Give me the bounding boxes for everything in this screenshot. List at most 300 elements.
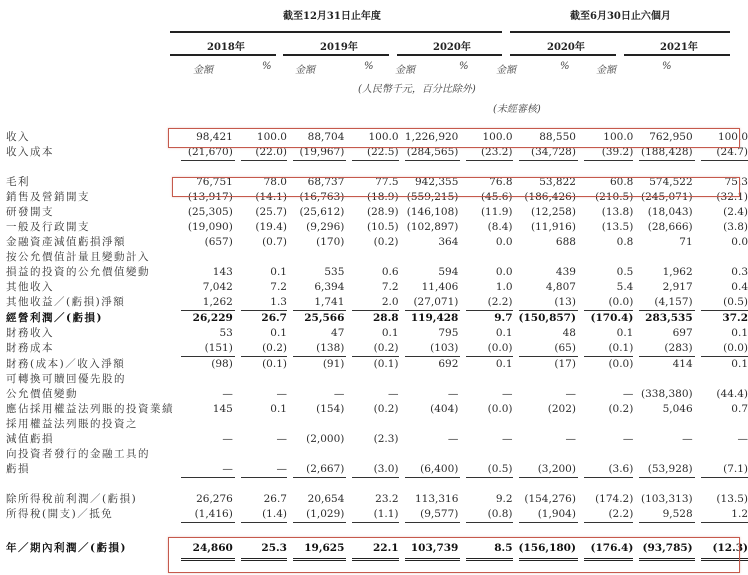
amount-cell: (6,400)	[402, 462, 464, 478]
row-label: 年／期內利潤／(虧損)	[6, 542, 127, 555]
percent-cell: —	[238, 462, 290, 478]
year-2018: 2018年	[207, 42, 245, 53]
percent-cell: 77.5	[349, 175, 401, 190]
row-fv-change-preferred	[0, 387, 748, 402]
percent-cell: 0.1	[349, 326, 401, 341]
percent-cell: (18.9)	[349, 190, 401, 205]
percent-cell	[238, 417, 290, 432]
year-rule-2020	[397, 54, 502, 56]
percent-cell	[463, 417, 515, 432]
percent-cell: 0.1	[238, 402, 290, 417]
percent-cell	[463, 250, 515, 265]
row-other-gains-losses	[0, 295, 748, 311]
annual-period-header: 截至12月31日止年度	[283, 11, 381, 22]
amount-cell: (404)	[402, 402, 464, 417]
percent-cell: (44.4)	[698, 387, 748, 402]
percent-cell: (0.0)	[581, 295, 636, 311]
percent-cell: 1.3	[238, 295, 290, 311]
year-rule-2018	[170, 54, 276, 56]
percent-cell	[238, 447, 290, 462]
percent-cell: (170.4)	[581, 311, 636, 327]
amount-cell: 594	[402, 265, 464, 280]
percent-cell	[349, 250, 401, 265]
percent-cell: (7.1)	[698, 462, 748, 478]
row-convertible-preferred-label	[0, 372, 748, 387]
amount-cell: 535	[290, 265, 349, 280]
percent-cell	[698, 417, 748, 432]
amount-cell: —	[402, 387, 464, 402]
amount-cell: (13,917)	[178, 190, 237, 205]
row-label: 損益的投資的公允價值變動	[6, 266, 150, 278]
percent-cell: —	[698, 432, 748, 447]
row-revenue	[0, 130, 748, 145]
percent-cell: —	[463, 432, 515, 447]
percent-cell: 8.5	[463, 538, 515, 560]
amount-cell	[178, 372, 237, 387]
percent-cell: 0.0	[463, 235, 515, 250]
percent-cell: 0.0	[463, 265, 515, 280]
amount-cell: (150,857)	[516, 311, 581, 327]
amount-cell	[290, 417, 349, 432]
percent-cell: 75.3	[698, 175, 748, 190]
row-share-of-results	[0, 402, 748, 417]
amount-cell: —	[516, 432, 581, 447]
percent-cell: (24.7)	[698, 145, 748, 161]
amount-cell: (245,071)	[636, 190, 697, 205]
amount-cell: 1,262	[178, 295, 237, 311]
amount-cell: (27,071)	[402, 295, 464, 311]
percent-cell: 60.8	[581, 175, 636, 190]
row-label: 減值虧損	[6, 433, 54, 445]
amount-cell: 143	[178, 265, 237, 280]
amount-cell	[402, 417, 464, 432]
percent-cell: 76.8	[463, 175, 515, 190]
amount-cell: 145	[178, 402, 237, 417]
amount-cell: (154)	[290, 402, 349, 417]
amount-cell: (21,670)	[178, 145, 237, 161]
percent-cell: (0.1)	[581, 341, 636, 357]
amount-cell: (151)	[178, 341, 237, 357]
unaudited-note: (未經審核)	[493, 104, 541, 115]
amount-cell	[402, 447, 464, 462]
row-label: 公允價值變動	[6, 388, 78, 400]
percent-cell	[581, 372, 636, 387]
percent-cell: 37.2	[698, 311, 748, 327]
amount-cell: 4,807	[516, 280, 581, 295]
percent-cell: (11.9)	[463, 205, 515, 220]
amount-label-2019: 金額	[295, 65, 315, 76]
year-rule-2019	[283, 54, 389, 56]
percent-cell: —	[238, 432, 290, 447]
year-rule-2021-interim	[624, 54, 730, 56]
amount-cell: 113,316	[402, 492, 464, 507]
amount-cell: 942,355	[402, 175, 464, 190]
income-statement-table	[0, 130, 748, 561]
row-finance-costs	[0, 341, 748, 357]
amount-cell: (138)	[290, 341, 349, 357]
amount-cell: (28,666)	[636, 220, 697, 235]
percent-cell: (22.0)	[238, 145, 290, 161]
amount-cell: (11,916)	[516, 220, 581, 235]
percent-cell: —	[581, 432, 636, 447]
row-operating-profit	[0, 311, 748, 327]
spacer-row	[0, 523, 748, 539]
amount-cell	[516, 372, 581, 387]
percent-cell: (2.2)	[463, 295, 515, 311]
percent-cell: 0.1	[698, 326, 748, 341]
amount-cell: (12,258)	[516, 205, 581, 220]
amount-cell: 1,962	[636, 265, 697, 280]
percent-label-2019: %	[364, 61, 374, 72]
percent-cell: (3.6)	[581, 462, 636, 478]
amount-cell: 47	[290, 326, 349, 341]
amount-cell: 692	[402, 357, 464, 373]
percent-cell: 9.2	[463, 492, 515, 507]
percent-cell: 0.1	[463, 326, 515, 341]
amount-cell: 53,822	[516, 175, 581, 190]
amount-cell: (1,416)	[178, 507, 237, 523]
amount-cell: —	[516, 387, 581, 402]
row-label: 財務(成本)／收入淨額	[6, 357, 126, 370]
percent-cell: 0.1	[463, 357, 515, 373]
row-label: 財務收入	[6, 327, 54, 339]
amount-cell	[402, 372, 464, 387]
percent-cell: 0.1	[581, 326, 636, 341]
percent-cell: (0.0)	[581, 357, 636, 373]
row-label: 財務成本	[6, 342, 54, 355]
percent-cell: (32.1)	[698, 190, 748, 205]
row-label: 一般及行政開支	[6, 221, 90, 233]
percent-cell: (1.4)	[238, 507, 290, 523]
row-label: 應佔採用權益法列賬的投資業績	[6, 403, 174, 415]
amount-cell: 20,654	[290, 492, 349, 507]
interim-header-rule	[510, 31, 730, 33]
percent-cell: (3.8)	[698, 220, 748, 235]
percent-cell: (0.2)	[349, 235, 401, 250]
percent-cell: (13.5)	[698, 492, 748, 507]
percent-cell: —	[581, 387, 636, 402]
amount-cell	[290, 447, 349, 462]
percent-cell: (10.5)	[349, 220, 401, 235]
amount-cell: (156,180)	[516, 538, 581, 560]
amount-cell: —	[402, 432, 464, 447]
spacer-row	[0, 161, 748, 176]
amount-cell: 795	[402, 326, 464, 341]
percent-cell	[698, 250, 748, 265]
amount-cell	[636, 250, 697, 265]
row-label: 銷售及營銷開支	[6, 191, 90, 203]
amount-cell: 364	[402, 235, 464, 250]
amount-cell: 6,394	[290, 280, 349, 295]
amount-cell: 762,950	[636, 130, 697, 145]
row-finance-net	[0, 357, 748, 373]
amount-cell	[516, 250, 581, 265]
row-general-admin-expenses	[0, 220, 748, 235]
amount-cell: (9,296)	[290, 220, 349, 235]
percent-cell: —	[463, 387, 515, 402]
interim-period-header: 截至6月30日止六個月	[570, 11, 671, 22]
amount-cell: —	[636, 432, 697, 447]
amount-cell	[636, 372, 697, 387]
amount-cell: 11,406	[402, 280, 464, 295]
amount-cell: (18,043)	[636, 205, 697, 220]
amount-cell: —	[178, 387, 237, 402]
percent-cell	[349, 447, 401, 462]
percent-cell: (176.4)	[581, 538, 636, 560]
amount-cell	[516, 417, 581, 432]
percent-cell: 0.4	[698, 280, 748, 295]
amount-cell: (188,428)	[636, 145, 697, 161]
amount-cell: 98,421	[178, 130, 237, 145]
percent-cell: (13.5)	[581, 220, 636, 235]
amount-cell: —	[178, 432, 237, 447]
percent-cell	[349, 417, 401, 432]
percent-cell: (28.9)	[349, 205, 401, 220]
percent-cell: (0.0)	[463, 341, 515, 357]
percent-cell: —	[238, 387, 290, 402]
percent-cell: (3.0)	[349, 462, 401, 478]
row-fv-change-investments	[0, 265, 748, 280]
percent-cell: 7.2	[349, 280, 401, 295]
amount-cell: (65)	[516, 341, 581, 357]
amount-cell: 414	[636, 357, 697, 373]
row-income-tax	[0, 507, 748, 523]
row-label: 虧損	[6, 463, 30, 476]
percent-cell: 5.4	[581, 280, 636, 295]
percent-label-2021-interim: %	[662, 61, 672, 72]
amount-cell	[516, 447, 581, 462]
amount-cell: 88,704	[290, 130, 349, 145]
amount-cell: (17)	[516, 357, 581, 373]
row-profit-before-tax	[0, 492, 748, 507]
percent-cell: 0.0	[698, 235, 748, 250]
amount-cell: —	[178, 462, 237, 478]
amount-cell: 1,226,920	[402, 130, 464, 145]
row-label: 收入成本	[6, 146, 54, 159]
percent-cell: 2.0	[349, 295, 401, 311]
amount-cell: 26,229	[178, 311, 237, 327]
amount-cell: 76,751	[178, 175, 237, 190]
amount-cell: 283,535	[636, 311, 697, 327]
amount-cell: (559,215)	[402, 190, 464, 205]
row-impairment-investments	[0, 432, 748, 447]
percent-cell: (14.1)	[238, 190, 290, 205]
percent-cell: (0.2)	[349, 402, 401, 417]
percent-cell: 100.0	[349, 130, 401, 145]
row-label: 可轉換可贖回優先股的	[6, 373, 126, 385]
percent-cell: 0.6	[349, 265, 401, 280]
amount-cell	[636, 417, 697, 432]
percent-cell: (210.5)	[581, 190, 636, 205]
year-2020-interim: 2020年	[547, 42, 585, 53]
percent-cell: (0.5)	[463, 462, 515, 478]
percent-cell: 28.8	[349, 311, 401, 327]
amount-cell: 26,276	[178, 492, 237, 507]
amount-cell: (283)	[636, 341, 697, 357]
percent-cell	[698, 447, 748, 462]
amount-label-2018: 金額	[193, 65, 213, 76]
percent-cell: 100.0	[698, 130, 748, 145]
percent-cell: 0.3	[698, 265, 748, 280]
row-label: 採用權益法列賬的投資之	[6, 418, 138, 430]
amount-cell: 119,428	[402, 311, 464, 327]
row-label: 研發開支	[6, 206, 54, 218]
row-label: 其他收入	[6, 281, 54, 293]
percent-cell: (0.1)	[349, 357, 401, 373]
percent-cell: (23.2)	[463, 145, 515, 161]
amount-cell: (98)	[178, 357, 237, 373]
amount-cell: (154,276)	[516, 492, 581, 507]
amount-cell: 68,737	[290, 175, 349, 190]
amount-cell	[178, 250, 237, 265]
amount-label-2020: 金額	[395, 65, 415, 76]
percent-cell	[581, 447, 636, 462]
amount-cell: 25,566	[290, 311, 349, 327]
amount-cell: (2,667)	[290, 462, 349, 478]
amount-cell	[178, 417, 237, 432]
percent-cell: 22.1	[349, 538, 401, 560]
row-finance-income	[0, 326, 748, 341]
percent-cell: (0.2)	[238, 341, 290, 357]
amount-cell: 48	[516, 326, 581, 341]
percent-cell: (2.4)	[698, 205, 748, 220]
percent-cell: (0.2)	[581, 402, 636, 417]
percent-cell: 78.0	[238, 175, 290, 190]
amount-cell: 24,860	[178, 538, 237, 560]
row-instruments-losses	[0, 462, 748, 478]
amount-cell: (102,897)	[402, 220, 464, 235]
percent-cell: 1.2	[698, 507, 748, 523]
amount-cell: 5,046	[636, 402, 697, 417]
percent-cell: (39.2)	[581, 145, 636, 161]
amount-cell: 19,625	[290, 538, 349, 560]
amount-cell	[636, 447, 697, 462]
percent-cell	[463, 372, 515, 387]
row-gross-profit	[0, 175, 748, 190]
row-label: 除所得稅前利潤／(虧損)	[6, 493, 138, 505]
percent-cell: (0.8)	[463, 507, 515, 523]
percent-label-2018: %	[262, 61, 272, 72]
percent-cell: 0.8	[581, 235, 636, 250]
percent-label-2020: %	[459, 61, 469, 72]
amount-cell: 9,528	[636, 507, 697, 523]
percent-cell: (22.5)	[349, 145, 401, 161]
amount-cell: (170)	[290, 235, 349, 250]
row-label: 向投資者發行的金融工具的	[6, 448, 150, 460]
amount-cell: 7,042	[178, 280, 237, 295]
percent-cell: (0.0)	[463, 402, 515, 417]
annual-header-rule	[170, 31, 502, 33]
percent-cell	[581, 417, 636, 432]
row-impairment-losses	[0, 235, 748, 250]
amount-label-2020-interim: 金額	[496, 65, 516, 76]
amount-cell: (91)	[290, 357, 349, 373]
percent-cell: 1.0	[463, 280, 515, 295]
amount-cell: 1,741	[290, 295, 349, 311]
row-label: 其他收益／(虧損)淨額	[6, 296, 126, 309]
amount-cell: (13)	[516, 295, 581, 311]
percent-cell: 0.1	[698, 357, 748, 373]
amount-cell	[402, 250, 464, 265]
percent-cell: —	[349, 387, 401, 402]
percent-cell: 100.0	[581, 130, 636, 145]
percent-cell	[238, 250, 290, 265]
row-label: 金融資產減值虧損淨額	[6, 236, 126, 248]
percent-cell: 7.2	[238, 280, 290, 295]
amount-cell: 439	[516, 265, 581, 280]
amount-cell: 88,550	[516, 130, 581, 145]
percent-cell: 26.7	[238, 311, 290, 327]
row-label: 按公允價值計量且變動計入	[6, 251, 150, 263]
amount-cell: 53	[178, 326, 237, 341]
amount-cell: (25,305)	[178, 205, 237, 220]
amount-cell: (9,577)	[402, 507, 464, 523]
amount-cell: (93,785)	[636, 538, 697, 560]
row-label: 經營利潤／(虧損)	[6, 311, 103, 324]
percent-cell: 0.7	[698, 402, 748, 417]
percent-cell: (0.2)	[349, 341, 401, 357]
amount-cell: (3,200)	[516, 462, 581, 478]
percent-cell: 9.7	[463, 311, 515, 327]
amount-cell: 697	[636, 326, 697, 341]
year-2020: 2020年	[433, 42, 471, 53]
percent-cell: (174.2)	[581, 492, 636, 507]
amount-cell: (34,728)	[516, 145, 581, 161]
row-label: 收入	[6, 131, 30, 143]
amount-cell	[178, 447, 237, 462]
row-rd-expenses	[0, 205, 748, 220]
percent-cell: 0.1	[238, 326, 290, 341]
amount-cell: (284,565)	[402, 145, 464, 161]
amount-cell: 688	[516, 235, 581, 250]
amount-cell: (19,090)	[178, 220, 237, 235]
amount-cell: (657)	[178, 235, 237, 250]
percent-cell: (25.7)	[238, 205, 290, 220]
amount-cell	[290, 372, 349, 387]
percent-cell: (45.6)	[463, 190, 515, 205]
row-instruments-label	[0, 447, 748, 462]
amount-cell: (202)	[516, 402, 581, 417]
percent-cell: (0.0)	[698, 341, 748, 357]
percent-cell: (2.3)	[349, 432, 401, 447]
amount-cell: (2,000)	[290, 432, 349, 447]
percent-cell	[463, 447, 515, 462]
amount-cell: (338,380)	[636, 387, 697, 402]
percent-cell: 0.5	[581, 265, 636, 280]
amount-cell: (146,108)	[402, 205, 464, 220]
amount-cell: 2,917	[636, 280, 697, 295]
amount-cell: (103,313)	[636, 492, 697, 507]
amount-cell: (1,904)	[516, 507, 581, 523]
spacer-row	[0, 478, 748, 493]
amount-cell	[290, 250, 349, 265]
amount-cell: (16,763)	[290, 190, 349, 205]
percent-cell: (0.5)	[698, 295, 748, 311]
amount-cell: (19,967)	[290, 145, 349, 161]
amount-cell: 103,739	[402, 538, 464, 560]
percent-cell: (19.4)	[238, 220, 290, 235]
row-cost-of-revenue	[0, 145, 748, 161]
percent-cell	[349, 372, 401, 387]
amount-label-2021-interim: 金額	[596, 65, 616, 76]
unit-note: (人民幣千元，百分比除外)	[358, 84, 476, 95]
row-label: 所得稅(開支)／抵免	[6, 508, 114, 521]
percent-label-2020-interim: %	[560, 61, 570, 72]
amount-cell: (53,928)	[636, 462, 697, 478]
percent-cell: 25.3	[238, 538, 290, 560]
year-2021-interim: 2021年	[660, 42, 698, 53]
row-selling-marketing-expenses	[0, 190, 748, 205]
